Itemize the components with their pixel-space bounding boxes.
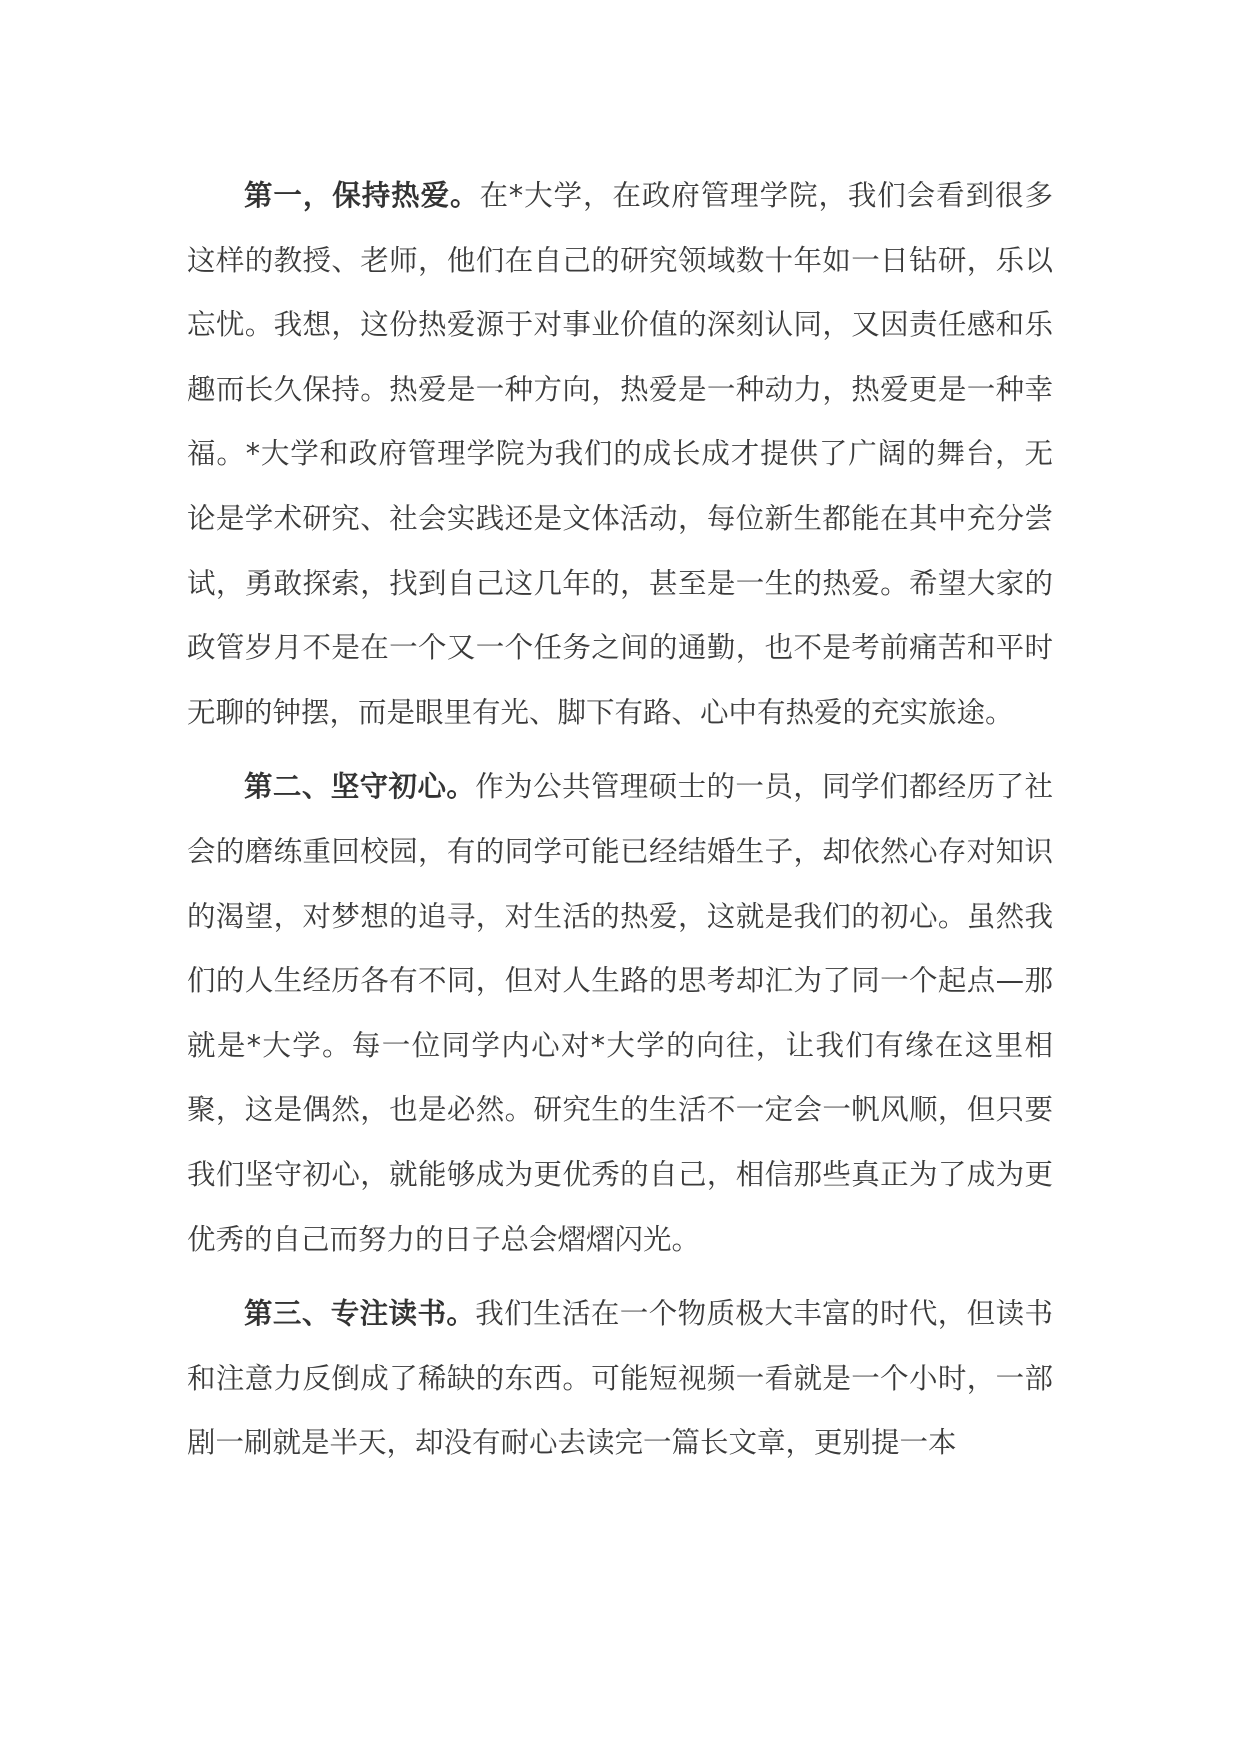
paragraph-heading: 第三、专注读书。: [244, 1297, 476, 1331]
document-body: [187, 164, 1053, 1476]
paragraph-text: 在*大学，在政府管理学院，我们会看到很多这样的教授、老师，他们在自己的研究领域数十年如一日钻研，乐以忘忧。我想，这份热爱源于对事业价值的深刻认同，又因责任感和乐趣而长久保持。热爱是一种方向，热爱是一种动力，热爱更是一种幸福。*大学和政府管理学院为我们的成长成才提供了广阔的舞台，无论是学术研究、社会实践还是文体活动，每位新生都能在其中充分尝试，勇敢探索，找到自己这几年的，甚至是一生的热爱。希望大家的政管岁月不是在一个又一个任务之间的通勤，也不是考前痛苦和平时无聊的钟摆，而是眼里有光、脚下有路、心中有热爱的充实旅途。: [187, 179, 1053, 729]
paragraph-original-aspiration: [187, 755, 1053, 1272]
paragraph-text: 作为公共管理硕士的一员，同学们都经历了社会的磨练重回校园，有的同学可能已经结婚生子，却依然心存对知识的渴望，对梦想的追寻，对生活的热爱，这就是我们的初心。虽然我们的人生经历各有不同，但对人生路的思考却汇为了同一个起点—那就是*大学。每一位同学内心对*大学的向往，让我们有缘在这里相聚，这是偶然，也是必然。研究生的生活不一定会一帆风顺，但只要我们坚守初心，就能够成为更优秀的自己，相信那些真正为了成为更优秀的自己而努力的日子总会熠熠闪光。: [187, 770, 1053, 1256]
paragraph-text: 我们生活在一个物质极大丰富的时代，但读书和注意力反倒成了稀缺的东西。可能短视频一看就是一个小时，一部剧一刷就是半天，却没有耐心去读完一篇长文章，更别提一本: [187, 1297, 1053, 1460]
paragraph-focus-reading: [187, 1282, 1053, 1476]
paragraph-heading: 第二、坚守初心。: [244, 770, 476, 804]
paragraph-heading: 第一，保持热爱。: [244, 179, 480, 212]
paragraph-keep-passion: [187, 164, 1053, 745]
